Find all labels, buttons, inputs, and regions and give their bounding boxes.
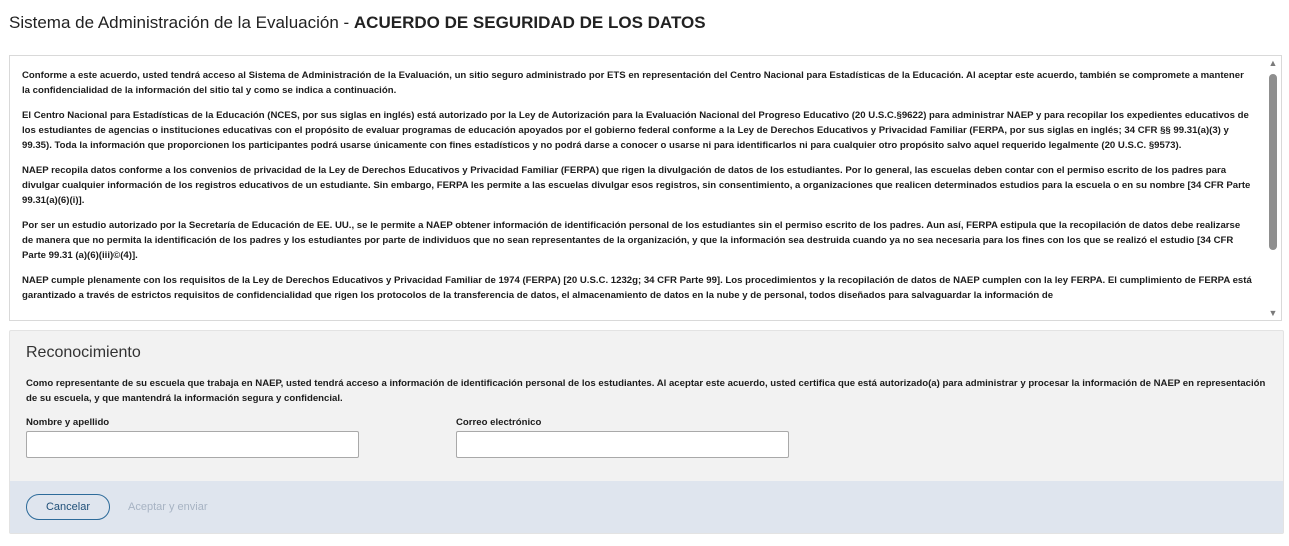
agreement-paragraph: NAEP recopila datos conforme a los convenios de privacidad de la Ley de Derechos Educativos y Privacidad Familiar (FERPA) que rigen la divulgación de datos de los estudiantes. Por lo general, las escuelas deben contar con el permiso escrito de los padres para divulgar cualquier información de los registros educativos de un estudiante. Sin embargo, FERPA les permite a las escuelas divulgar esos registros, sin consentimiento, a organizaciones que realicen determinados estudios para la escuela o en su nombre [34 CFR Parte 99.31(a)(6)(i)]. — [22, 165, 1251, 206]
agreement-paragraph: Conforme a este acuerdo, usted tendrá acceso al Sistema de Administración de la Evaluación, un sitio seguro administrado por ETS en representación del Centro Nacional para Estadísticas de la Educación. Al aceptar este acuerdo, también se compromete a mantener la confidencialidad de la información del sitio tal y como se indica a continuación. — [22, 70, 1244, 96]
scroll-thumb[interactable] — [1269, 74, 1277, 250]
page-title-prefix: Sistema de Administración de la Evaluación - — [9, 13, 354, 32]
email-label: Correo electrónico — [456, 417, 542, 428]
agreement-paragraph: Por ser un estudio autorizado por la Secretaría de Educación de EE. UU., se le permite a NAEP obtener información de identificación personal de los estudiantes sin el permiso escrito de los padres. Aun así, FERPA estipula que la recopilación de datos debe realizarse de manera que no permita la identificación de los padres y los estudiantes por parte de individuos que no sean representantes de la organización, y que la información sea destruida cuando ya no sea necesaria para los fines con los que se realizó el estudio [34 CFR Parte 99.31 (a)(6)(iii)©(4)]. — [22, 220, 1241, 261]
acknowledgement-panel — [9, 330, 1284, 534]
email-input[interactable] — [456, 431, 789, 458]
name-label: Nombre y apellido — [26, 417, 110, 428]
vertical-scrollbar[interactable] — [1267, 58, 1279, 318]
agreement-scroll-box[interactable] — [9, 55, 1282, 321]
acknowledgement-text: Como representante de su escuela que trabaja en NAEP, usted tendrá acceso a información de identificación personal de los estudiantes. Al aceptar este acuerdo, usted certifica que está autorizado(a) para administrar y procesar la información de NAEP en representación de su escuela, y que mantendrá la información segura y confidencial. — [26, 378, 1266, 404]
page-title-strong: ACUERDO DE SEGURIDAD DE LOS DATOS — [353, 13, 706, 32]
page-title — [9, 12, 706, 34]
agreement-text — [22, 68, 1254, 318]
agreement-paragraph: NAEP cumple plenamente con los requisitos de la Ley de Derechos Educativos y Privacidad Familiar de 1974 (FERPA) [20 U.S.C. 1232g; 34 CFR Parte 99]. Los procedimientos y la recopilación de datos de NAEP cumplen con la ley FERPA. El cumplimiento de FERPA está garantizado a través de estrictos requisitos de confidencialidad que rigen los protocolos de la transferencia de datos, el almacenamiento de datos en la nube y de personal, todos diseñados para salvaguardar la información de — [22, 275, 1252, 301]
agreement-paragraph: El Centro Nacional para Estadísticas de la Educación (NCES, por sus siglas en inglés) está autorizado por la Ley de Autorización para la Evaluación Nacional del Progreso Educativo (20 U.S.C.§9622) para administrar NAEP y para recopilar los expedientes educativos de los estudiantes de agencias o instituciones educativas con el propósito de evaluar programas de educación apoyados por el gobierno federal conforme a la Ley de Derechos Educativos y Privacidad Familiar (FERPA, por sus siglas en inglés; 34 CFR §§ 99.31(a)(3) y 99.35). Toda la información que proporcionen los participantes podrá usarse únicamente con fines estadísticos y no podrá darse a conocer o usarse ni para identificarlos ni para cualquier otro propósito salvo aquel requerido legalmente (20 U.S.C. §9573). — [22, 110, 1249, 151]
caret-up-icon[interactable]: ▲ — [1268, 58, 1278, 68]
name-input[interactable] — [26, 431, 359, 458]
action-bar — [10, 481, 1283, 533]
accept-and-submit-button[interactable]: Aceptar y enviar — [128, 494, 207, 520]
caret-down-icon[interactable]: ▼ — [1268, 308, 1278, 318]
cancel-button[interactable]: Cancelar — [26, 494, 110, 520]
acknowledgement-title: Reconocimiento — [26, 344, 141, 361]
